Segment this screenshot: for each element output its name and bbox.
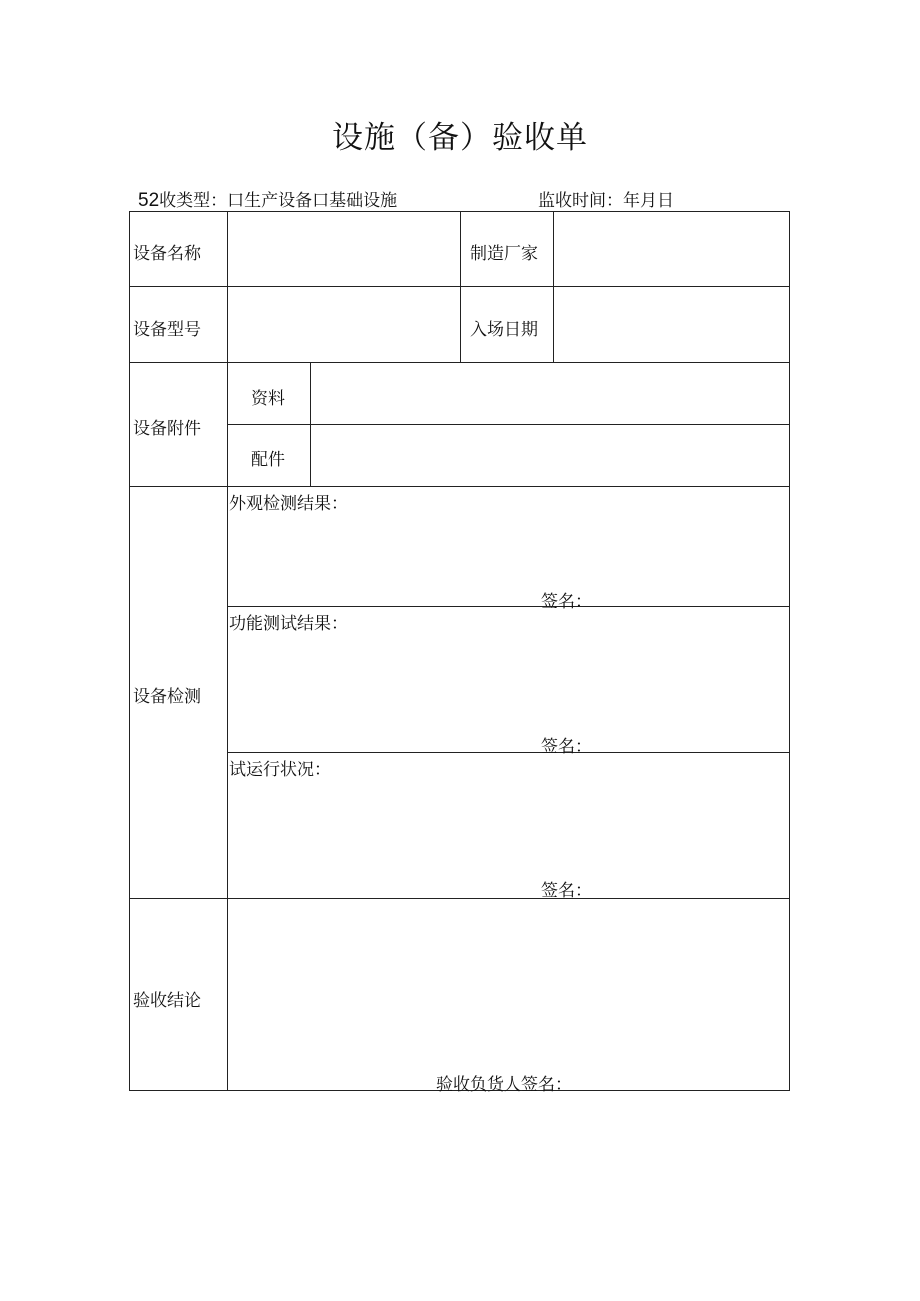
responsible-person-signature-label: 验收负货人签名： — [436, 1075, 572, 1095]
entry-date-label: 入场日期 — [470, 320, 538, 340]
column-divider — [553, 212, 554, 362]
parts-label: 配件 — [251, 450, 285, 470]
appearance-signature-label: 签名： — [541, 592, 592, 612]
function-test-signature-label: 签名： — [541, 737, 592, 757]
acceptance-type-label: 收类型： — [159, 191, 228, 211]
equipment-model-label: 设备型号 — [133, 320, 201, 340]
acceptance-time-line: 监收时间：年月日 — [538, 191, 674, 211]
manufacturer-label: 制造厂家 — [470, 244, 538, 264]
appearance-result-label: 外观检测结果： — [229, 494, 348, 514]
page-title: 设施（备）验收单 — [332, 120, 588, 156]
row-divider — [227, 752, 790, 753]
row-divider — [130, 362, 790, 363]
trial-run-signature-label: 签名： — [541, 881, 592, 901]
row-divider — [130, 486, 790, 487]
acceptance-conclusion-label: 验收结论 — [133, 991, 201, 1011]
trial-run-status-label: 试运行状况： — [229, 760, 331, 780]
column-divider — [310, 362, 311, 486]
acceptance-type-number: 52 — [138, 190, 160, 211]
equipment-attachments-label: 设备附件 — [133, 419, 201, 439]
row-divider — [227, 424, 790, 425]
column-divider — [227, 212, 228, 1091]
column-divider — [460, 212, 461, 362]
row-divider — [227, 606, 790, 607]
equipment-inspection-label: 设备检测 — [133, 687, 201, 707]
acceptance-form-table — [129, 211, 790, 1095]
acceptance-type-line — [138, 186, 397, 212]
documents-label: 资料 — [251, 389, 285, 409]
equipment-name-label: 设备名称 — [133, 244, 201, 264]
function-test-result-label: 功能测试结果： — [229, 614, 348, 634]
row-divider — [130, 898, 790, 899]
acceptance-type-options[interactable]: 口生产设备口基础设施 — [227, 191, 398, 211]
